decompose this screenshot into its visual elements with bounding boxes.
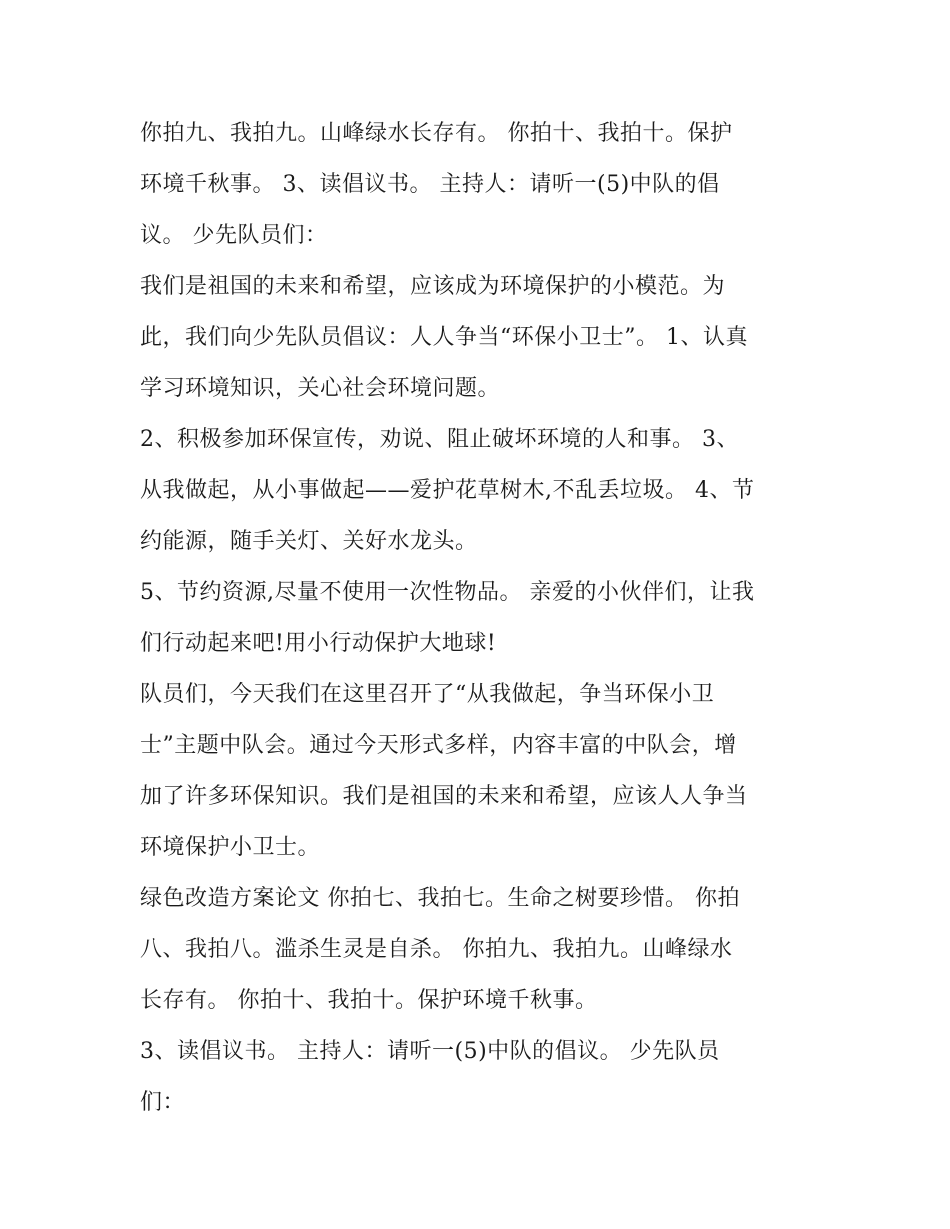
text-line: 我们是祖国的未来和希望，应该成为环境保护的小模范。为 <box>140 274 726 299</box>
text-line: 约能源，随手关灯、关好水龙头。 <box>140 529 478 554</box>
text-line: 加了许多环保知识。我们是祖国的未来和希望，应该人人争当 <box>140 784 748 809</box>
text-line: 此，我们向少先队员倡议：人人争当“环保小卫士”。 1、认真 <box>140 325 748 350</box>
text-line: 环境千秋事。 3、读倡议书。 主持人：请听一(5)中队的倡 <box>140 172 720 197</box>
text-line: 们： <box>140 1090 186 1115</box>
text-line: 你拍九、我拍九。山峰绿水长存有。 你拍十、我拍十。保护 <box>140 121 733 146</box>
text-line: 3、读倡议书。 主持人：请听一(5)中队的倡议。 少先队员 <box>140 1039 720 1064</box>
text-line: 绿色改造方案论文 你拍七、我拍七。生命之树要珍惜。 你拍 <box>140 886 740 911</box>
text-line: 八、我拍八。滥杀生灵是自杀。 你拍九、我拍九。山峰绿水 <box>140 937 733 962</box>
text-line: 们行动起来吧!用小行动保护大地球! <box>140 631 497 656</box>
text-line: 5、节约资源,尽量不使用一次性物品。 亲爱的小伙伴们，让我 <box>140 580 755 605</box>
text-line: 环境保护小卫士。 <box>140 835 321 860</box>
text-line: 议。 少先队员们： <box>140 223 328 248</box>
body-text <box>140 108 830 1128</box>
text-line: 学习环境知识，关心社会环境问题。 <box>140 376 501 401</box>
text-line: 士”主题中队会。通过今天形式多样，内容丰富的中队会，增 <box>140 733 737 758</box>
text-line: 队员们，今天我们在这里召开了“从我做起，争当环保小卫 <box>140 682 715 707</box>
text-line: 长存有。 你拍十、我拍十。保护环境千秋事。 <box>140 988 598 1013</box>
text-line: 从我做起，从小事做起——爱护花草树木,不乱丢垃圾。 4、节 <box>140 478 755 503</box>
text-line: 2、积极参加环保宣传，劝说、阻止破坏环境的人和事。 3、 <box>140 427 739 452</box>
